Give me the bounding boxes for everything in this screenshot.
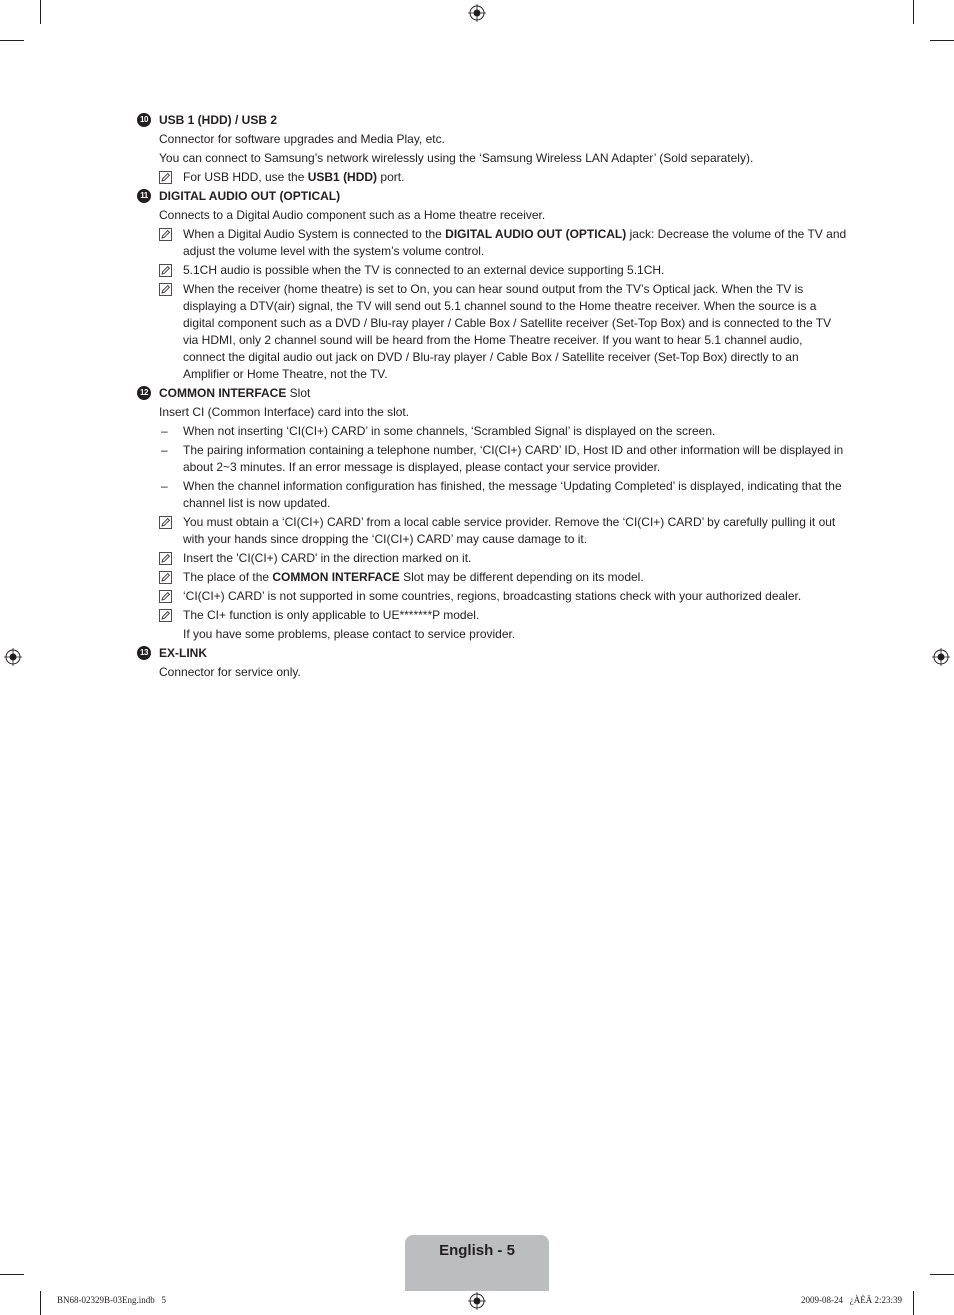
note-pencil-icon — [159, 590, 172, 603]
crop-mark — [0, 1274, 24, 1275]
note-continuation: If you have some problems, please contact to service provider. — [183, 627, 516, 641]
note-item: The place of the COMMON INTERFACE Slot may be different depending on its model. — [137, 569, 847, 586]
note-pencil-icon — [159, 609, 172, 622]
crop-mark — [930, 1274, 954, 1275]
print-slug-file: BN68-02329B-03Eng.indb 5 — [57, 1295, 166, 1305]
note-item: Insert the 'CI(CI+) CARD' in the direction marked on it. — [137, 550, 847, 567]
circled-number-icon: 12 — [137, 386, 151, 400]
registration-mark-icon — [468, 1292, 486, 1310]
crop-mark — [913, 1291, 914, 1315]
note-pencil-icon — [159, 283, 172, 296]
page-number: English - 5 — [439, 1242, 515, 1259]
section-title: DIGITAL AUDIO OUT (OPTICAL) — [159, 189, 341, 203]
note-item: For USB HDD, use the USB1 (HDD) port. — [137, 169, 847, 186]
crop-mark — [40, 0, 41, 24]
note-item: When a Digital Audio System is connected to the DIGITAL AUDIO OUT (OPTICAL) jack: Decrease the volume of the TV and adjust the volume level with the system’s volume control. — [137, 226, 847, 260]
note-item: ‘CI(CI+) CARD’ is not supported in some countries, regions, broadcasting stations check with your authorized dealer. — [137, 588, 847, 605]
section-heading-ex-link — [137, 645, 847, 662]
registration-mark-icon — [468, 4, 486, 22]
note-item: You must obtain a ‘CI(CI+) CARD’ from a local cable service provider. Remove the ‘CI(CI+) CARD’ by carefully pulling it out with your hands since dropping the ‘CI(CI+) CARD’ may cause damage to it. — [137, 514, 847, 548]
section-heading-usb — [137, 112, 847, 129]
dash-mark: – — [161, 479, 168, 493]
circled-number-icon: 13 — [137, 646, 151, 660]
section-heading-digital-audio-out — [137, 188, 847, 205]
crop-mark — [0, 40, 24, 41]
crop-mark — [913, 0, 914, 24]
paragraph: Insert CI (Common Interface) card into the slot. — [159, 405, 410, 419]
dash-item: – The pairing information containing a telephone number, ‘CI(CI+) CARD’ ID, Host ID and other information will be displayed in about 2~3 minutes. If an error message is displayed, please contact your service provider. — [161, 443, 844, 474]
crop-mark — [930, 40, 954, 41]
print-slug-timestamp: 2009-08-24 ¿ÀÈÄ 2:23:39 — [801, 1295, 902, 1305]
dash-item: – When the channel information configuration has finished, the message ‘Updating Completed’ is displayed, indicating that the channel list is now updated. — [161, 479, 842, 510]
section-title: USB 1 (HDD) / USB 2 — [159, 113, 278, 127]
note-pencil-icon — [159, 516, 172, 529]
note-pencil-icon — [159, 264, 172, 277]
crop-mark — [40, 1291, 41, 1315]
manual-content — [137, 110, 847, 681]
circled-number-icon: 10 — [137, 113, 151, 127]
note-pencil-icon — [159, 228, 172, 241]
registration-mark-icon — [932, 648, 950, 666]
paragraph: You can connect to Samsung’s network wirelessly using the ‘Samsung Wireless LAN Adapter’ (Sold separately). — [159, 151, 754, 165]
registration-mark-icon — [4, 648, 22, 666]
paragraph: Connects to a Digital Audio component such as a Home theatre receiver. — [159, 208, 546, 222]
section-title: COMMON INTERFACE — [159, 386, 287, 400]
section-title: EX-LINK — [159, 646, 207, 660]
note-pencil-icon — [159, 571, 172, 584]
note-item: When the receiver (home theatre) is set to On, you can hear sound output from the TV’s Optical jack. When the TV is displaying a DTV(air) signal, the TV will send out 5.1 channel sound to the Home theatre receiver. When the source is a digital component such as a DVD / Blu-ray player / Cable Box / Satellite receiver (Set-Top Box) and is connected to the TV via HDMI, only 2 channel sound will be heard from the Home Theatre receiver. If you want to hear 5.1 channel audio, connect the digital audio out jack on DVD / Blu-ray player / Cable Box / Satellite receiver (Set-Top Box) directly to an Amplifier or Home Theatre, not the TV. — [137, 281, 847, 383]
paragraph: Connector for service only. — [159, 665, 301, 679]
section-heading-common-interface: 12 COMMON INTERFACE Slot — [137, 385, 847, 402]
note-item: 5.1CH audio is possible when the TV is connected to an external device supporting 5.1CH. — [137, 262, 847, 279]
note-pencil-icon — [159, 171, 172, 184]
dash-mark: – — [161, 424, 168, 438]
note-item: The CI+ function is only applicable to UE*******P model. — [137, 607, 847, 624]
dash-mark: – — [161, 443, 168, 457]
note-pencil-icon — [159, 552, 172, 565]
circled-number-icon: 11 — [137, 189, 151, 203]
dash-item: – When not inserting ‘CI(CI+) CARD’ in some channels, ‘Scrambled Signal’ is displayed on the screen. — [161, 424, 716, 438]
paragraph: Connector for software upgrades and Media Play, etc. — [159, 132, 445, 146]
